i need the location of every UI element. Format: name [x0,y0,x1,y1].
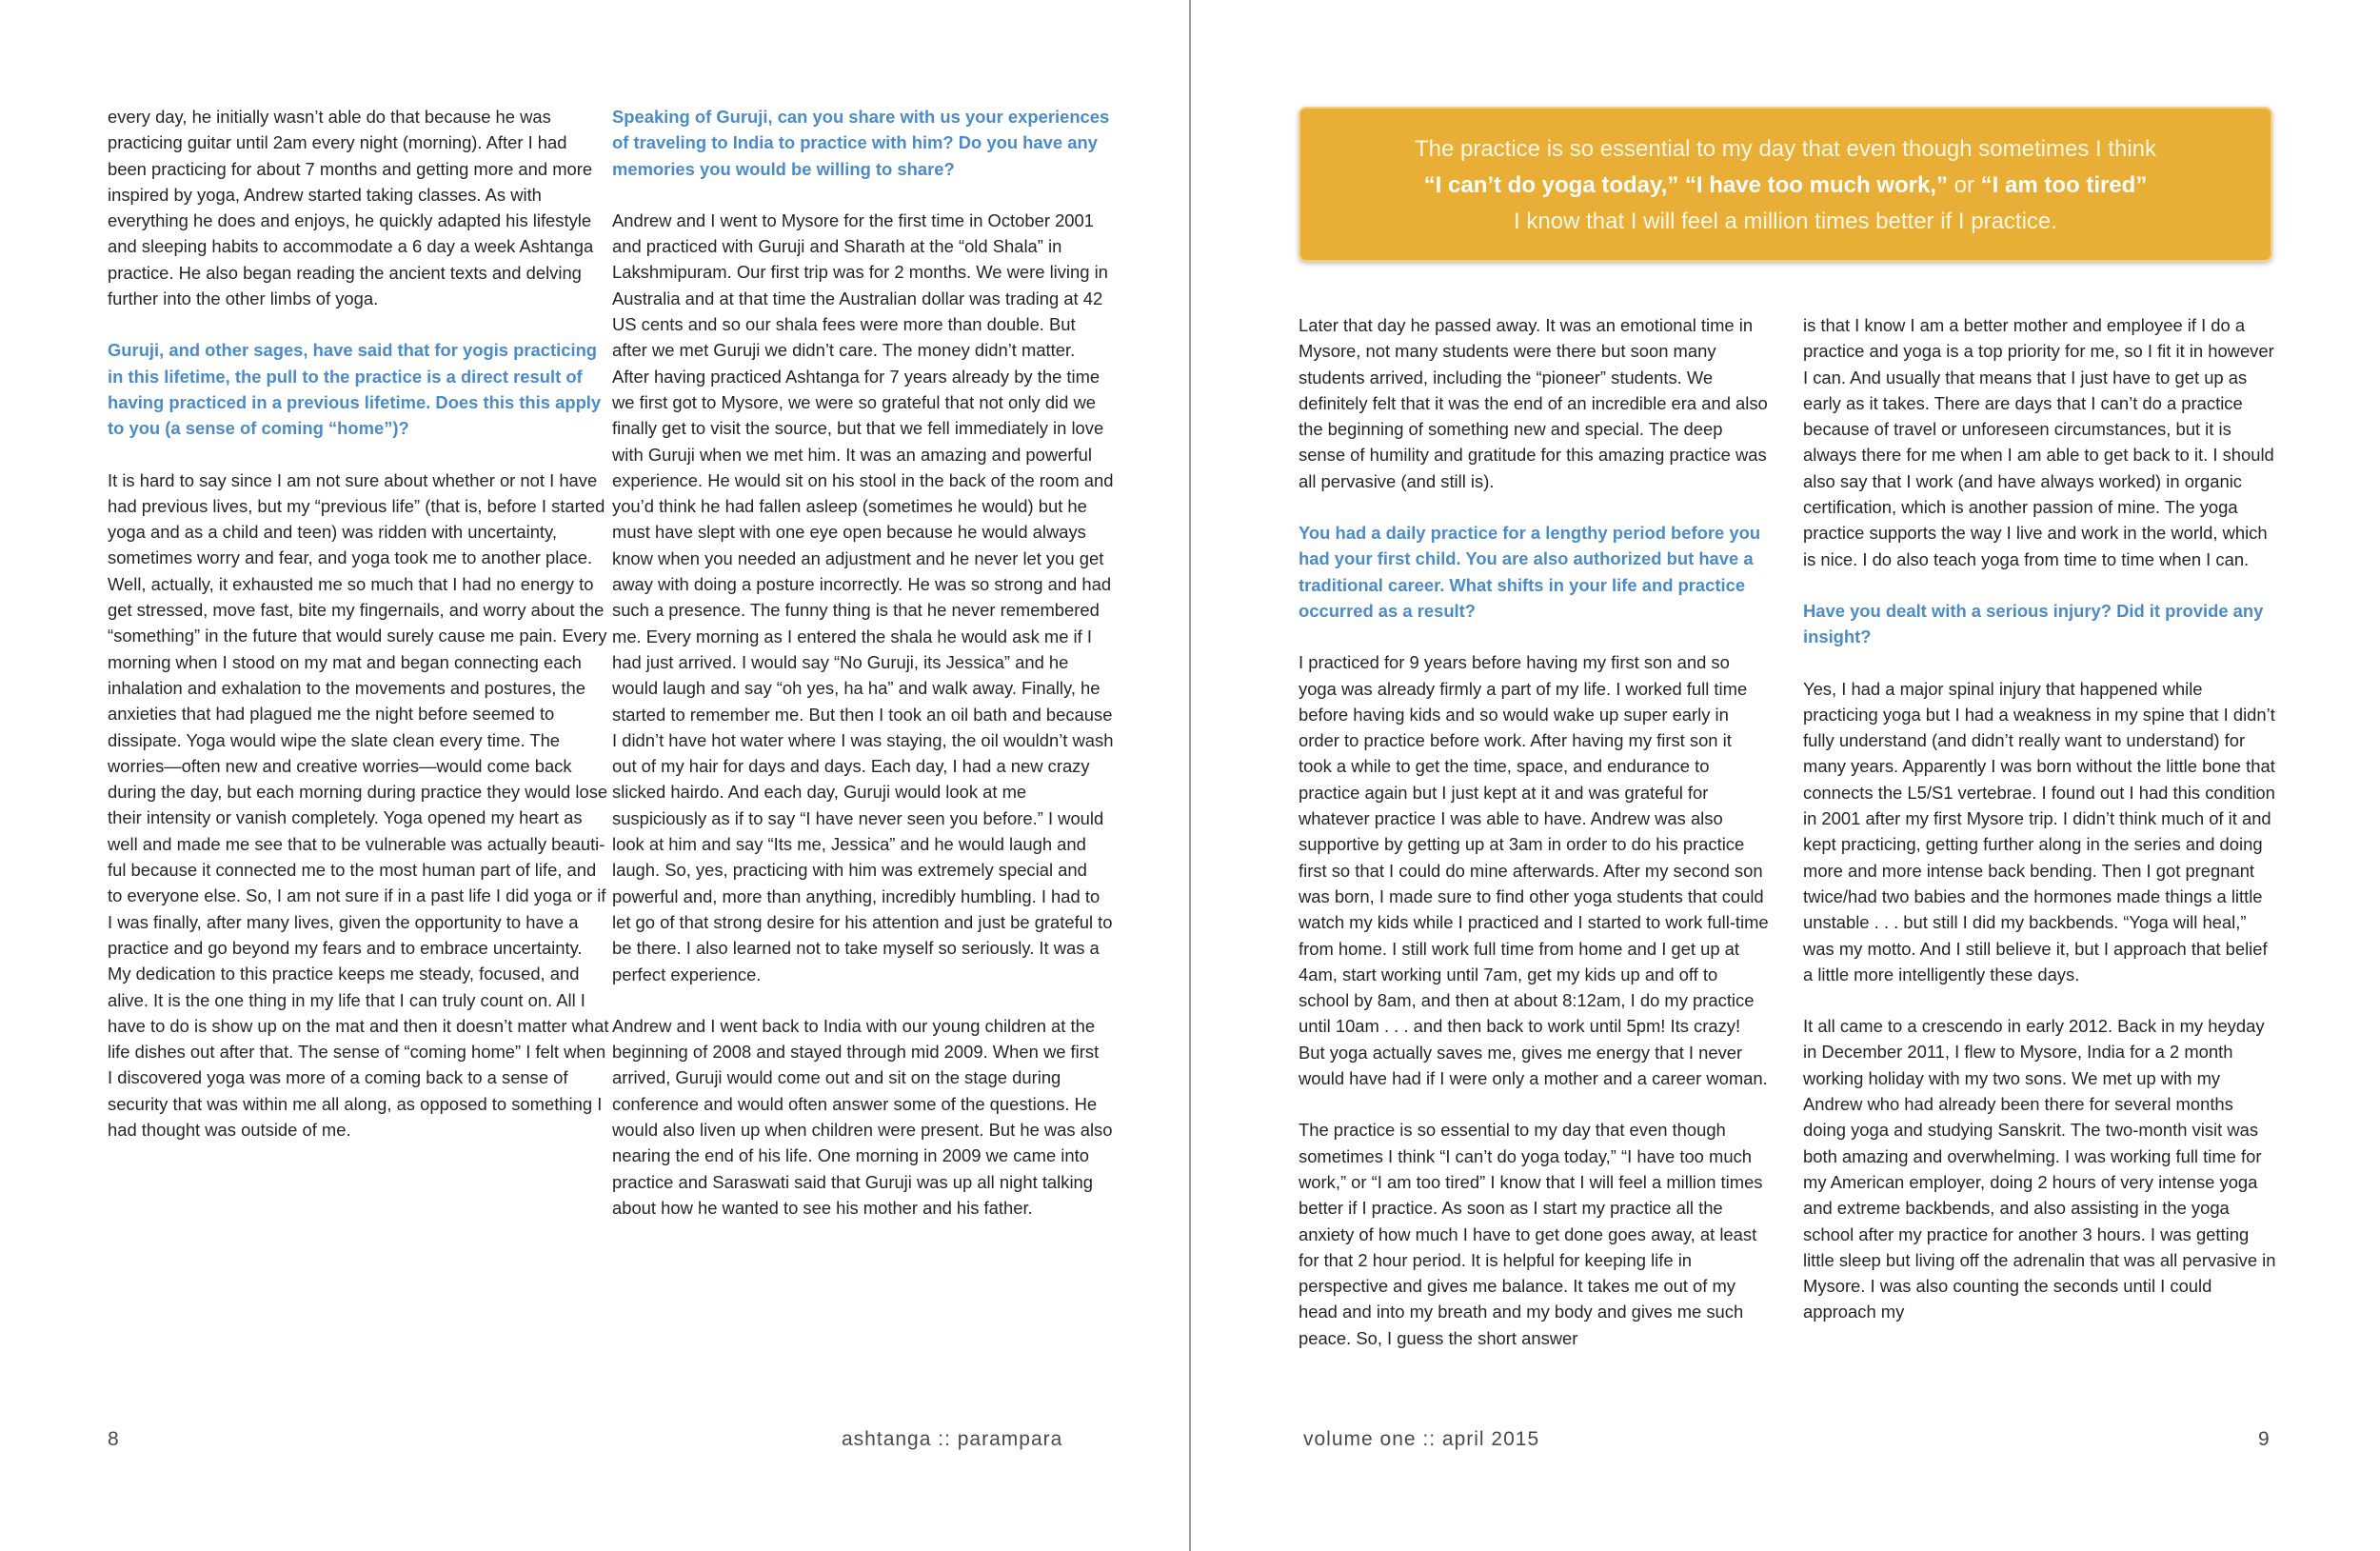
pull-quote [1299,107,2272,262]
paragraph: Andrew and I went back to India with our young children at the beginning of 2008 and stayed through mid 2009. When we first arrived, Guruji would come out and sit on the stage during conference and would often answer some of the questions. He would also liven up when children were present. But he was also nearing the end of his life. One morning in 2009 we came into practice and Saraswati said that Guruji was up all night talking about how he wanted to see his mother and his father. [612,1015,1113,1218]
interview-question: You had a daily practice for a lengthy period before you had your first child. You are also authorized but have a traditional career. What shifts in your life and practice occurred as a result? [1299,523,1761,621]
interview-question: Guruji, and other sages, have said that for yogis practicing in this lifetime, the pull to the practice is a direct result of having practiced in a previous lifetime. Does this this apply to you (a sense of coming “home”)? [108,340,602,439]
pull-quote-emphasis-1: “I can’t do yoga today,” “I have too much work,” [1423,172,1948,198]
right-column-2 [1803,312,2279,1351]
paragraph: Andrew and I went to Mysore for the first time in October 2001 and practiced with Guruji and Sharath at the “old Shala” in Lakshmipuram. Our first trip was for 2 months. We were living in Australia and at that time the Australian dollar was trading at 42 US cents and so our shala fees were more than double. But after we met Guruji we didn’t care. The money didn’t matter. After having practiced Ashtanga for 7 years already by the time we first got to Mysore, we were so grateful that not only did we finally get to visit the source, but that we fell immediately in love with Guruji when we met him. It was an amazing and powerful experience. He would sit on his stool in the back of the room and you’d think he had fallen asleep (sometimes he would) but he must have slept with one eye open because he would always know when you needed an adjustment and he never let you get away with doing a posture incorrectly. He was so strong and had such a presence. The funny thing is that he never remembered me. Every morning as I entered the shala he would ask me if I had just arrived. I would say “No Guruji, its Jessica” and he would laugh and say “oh yes, ha ha” and walk away. Finally, he started to remember me. But then I took an oil bath and because I didn’t have hot water where I was staying, the oil wouldn’t wash out of my hair for days and days. Each day, I had a new crazy slicked hairdo. And each day, Guruji would look at me suspiciously as if to say “I have never seen you before.” I would look at him and say “Its me, Jessica” and he would laugh and laugh. So, yes, practicing with him was extremely special and powerful and, more than anything, incredibly humbling. I had to let go of that strong desire for his attention and just be grateful to be there. I also learned not to take myself so seriously. It was a perfect experience. [612,209,1114,984]
left-column-2 [612,104,1115,1246]
pull-quote-line-3: I know that I will feel a million times better if I practice. [1514,209,2057,234]
page-number-right: 9 [2258,1428,2271,1450]
paragraph: I practiced for 9 years before having my first son and so yoga was already firmly a part of my life. I worked full time before having kids and so would wake up super early in order to practice before work. After having my first son it took a while to get the time, space, and endurance to practice again but I just kept at it and was grateful for whatever practice I was able to have. Andrew was also supportive by getting up at 3am in order to do his practice first so that I could do mine afterwards. After my second son was born, I made sure to find other yoga students that could watch my kids while I practiced and I started to work full-time from home. I still work full time from home and I get up at 4am, start working until 7am, get my kids up and off to school by 8am, and then at about 8:12am, I do my practice until 10am . . . and then back to work until 5pm! Its crazy! But yoga actually saves me, gives me energy that I never would have had if I were only a mother and a career woman. [1299,652,1769,1089]
left-column-1 [108,104,610,1168]
pull-quote-conjunction: or [1947,172,1981,198]
paragraph: is that I know I am a better mother and employee if I do a practice and yoga is a top priority for me, so I fit it in however I can. And usually that means that I just have to get up as early as it takes. There are days that I can’t do a practice because of travel or unforeseen circumstances, but it is always there for me when I am able to get back to it. I should also say that I work (and have always worked) in organic certification, which is another passion of mine. The yoga practice supports the way I live and work in the world, which is nice. I do also teach yoga from time to time when I can. [1803,315,2274,569]
interview-question: Speaking of Guruji, can you share with us your experiences of traveling to India to practice with him? Do you have any memories you would be willing to share? [612,107,1110,179]
interview-question: Have you dealt with a serious injury? Did it provide any insight? [1803,600,2264,647]
paragraph: It is hard to say since I am not sure about whether or not I have had previous lives, but my “previous life” (that is, before I started yoga and as a child and teen) was ridden with uncertainty, sometimes worry and fear, and yoga took me to another place. Well, actually, it exhausted me so much that I had no energy to get stressed, move fast, bite my fingernails, and worry about the “something” in the future that would surely cause me pain. Every morning when I stood on my mat and began connecting each inhalation and exhalation to the movements and postures, the anxieties that had plagued me the night before seemed to dissipate. Yoga would wipe the slate clean every time. The worries—often new and creative worries—would come back during the day, but each morning during practice they would lose their intensity or vanish completely. Yoga opened my heart as well and made me see that to be vulnerable was actually beautiful because it connected me to the most human part of life, and to everyone else. So, I am not sure if in a past life I did yoga or if I was finally, after many lives, given the opportunity to have a practice and go beyond my fears and to embrace uncertainty. My dedication to this practice keeps me steady, focused, and alive. It is the one thing in my life that I can truly count on. All I have to do is show up on the mat and then it doesn’t matter what life dishes out after that. The sense of “coming home” I felt when I discovered yoga was more of a coming back to a sense of security that was within me all along, as opposed to something I had thought was outside of me. [108,469,609,1140]
right-page [1191,0,2380,1551]
paragraph: Later that day he passed away. It was an emotional time in Mysore, not many students were there but soon many students arrived, including the “pioneer” students. We definitely felt that it was the end of an incredible era and also the beginning of something new and special. The deep sense of humility and gratitude for this amazing practice was all pervasive (and still is). [1299,315,1768,491]
pull-quote-emphasis-2: “I am too tired” [1980,172,2148,198]
page-number-left: 8 [108,1428,120,1450]
pull-quote-line-1: The practice is so essential to my day that even though sometimes I think [1414,136,2157,162]
paragraph: Yes, I had a major spinal injury that happened while practicing yoga but I had a weakness in my spine that I didn’t fully understand (and didn’t really want to understand) for many years. Apparently I was born without the little bone that connects the L5/S1 vertebrae. I found out I had this condition in 2001 after my first Mysore trip. I didn’t think much of it and kept practicing, getting further along in the series and doing more and more intense back bending. Then I got pregnant twice/had two babies and the hormones made things a little unstable . . . but still I did my backbends. “Yoga will heal,” was my motto. And I still believe it, but I approach that belief a little more intelligently these days. [1803,678,2275,984]
paragraph: The practice is so essential to my day that even though sometimes I think “I can’t do yoga today,” “I have too much work,” or “I am too tired” I know that I will feel a million times better if I practice. As soon as I start my practice all the anxiety of how much I have to get done goes away, at least for that 2 hour period. It is helpful for keeping life in perspective and gives me balance. It takes me out of my head and into my breath and my body and gives me such peace. So, I guess the short answer [1299,1120,1763,1348]
running-head-left: ashtanga :: parampara [842,1428,1063,1450]
paragraph: It all came to a crescendo in early 2012. Back in my heyday in December 2011, I flew to Mysore, India for a 2 month working holiday with my two sons. We met up with my Andrew who had already been there for several months doing yoga and studying Sanskrit. The two-month visit was both amazing and overwhelming. I was working full time for my American employer, doing 2 hours of very intense yoga and extreme backbends, and also assisting in the yoga school after my practice for another 3 hours. I was getting little sleep but living off the adrenalin that was all pervasive in Mysore. I was also counting the seconds until I could approach my [1803,1016,2276,1322]
paragraph: every day, he initially wasn’t able do that because he was practicing guitar until 2am every night (morning). After I had been practicing for about 7 months and getting more and more inspired by yoga, Andrew started taking classes. As with everything he does and enjoys, he quickly adapted his lifestyle and sleeping habits to accommodate a 6 day a week Ashtanga practice. He also began reading the ancient texts and delving further into the other limbs of yoga. [108,107,594,309]
left-page [0,0,1189,1551]
running-head-right: volume one :: april 2015 [1303,1428,1540,1450]
pull-quote-line-2 [1300,168,2271,204]
right-column-1 [1299,312,1769,1377]
